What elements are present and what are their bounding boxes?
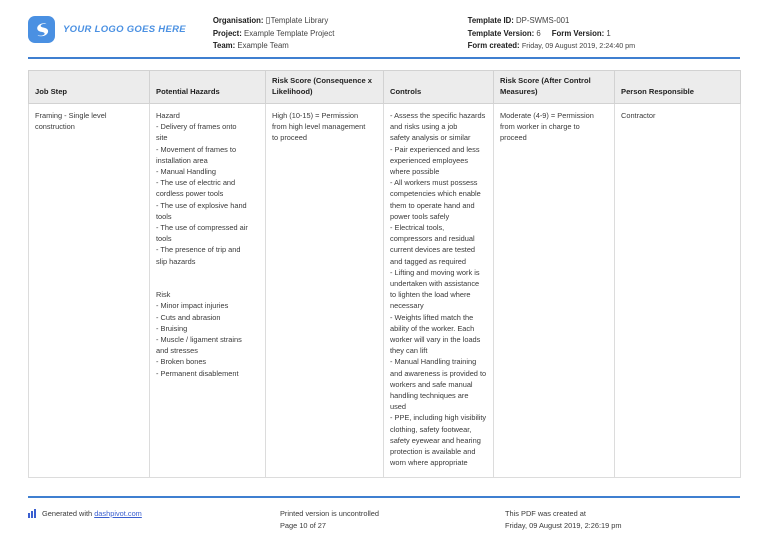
meta-organisation-label: Organisation: — [212, 16, 264, 25]
job-step-lines: Framing - Single level construction — [35, 111, 107, 132]
meta-organisation — [213, 15, 468, 28]
meta-form-created — [468, 40, 740, 53]
meta-form-version-value: 1 — [606, 28, 611, 38]
meta-team-value: Example Team — [237, 41, 289, 51]
controls-lines: - Assess the specific hazards and risks using a job safety analysis or similar - Pair experienced and less experienced employees where possible - All workers must possess competencies which enable them to operate hand and power tools safely - Electrical tools, compressors and residual current devices are tested and tagged as required - Lifting and moving work is undertaken with assistance to lighten the load where necessary - Weights lifted match the ability of the worker. Each worker will vary in the loads they can lift - Manual Handling training and awareness is provided to workers and safe manual handling techniques are used - PPE, including high visibility clothing, safety footwear, safety eyewear and hearing protection is available and worn where appropriate — [390, 111, 487, 468]
cell-job-step — [29, 104, 150, 478]
missing-glyph-icon — [266, 17, 270, 24]
header-meta-left — [213, 12, 468, 53]
footer-print-notice: Printed version is uncontrolled — [280, 509, 380, 518]
cell-potential-hazards — [150, 104, 266, 478]
document-header — [0, 0, 768, 60]
meta-template-id-label: Template ID: — [467, 16, 514, 25]
meta-project — [213, 28, 468, 41]
column-header-risk-score-after: Risk Score (After Control Measures) — [494, 71, 615, 104]
header-meta-right — [468, 12, 740, 53]
footer-created-label: This PDF was created at — [505, 509, 586, 518]
footer-created-block — [505, 508, 740, 531]
risk-score-after-lines: Moderate (4-9) = Permission from worker in charge to proceed — [500, 111, 594, 143]
bar-chart-icon — [28, 509, 37, 522]
footer-generated-block — [28, 508, 280, 531]
swms-table — [28, 70, 741, 478]
column-header-risk-score-before: Risk Score (Consequence x Likelihood) — [266, 71, 384, 104]
meta-template-id — [468, 15, 740, 28]
cell-controls — [384, 104, 494, 478]
cell-risk-score-before — [266, 104, 384, 478]
cell-risk-score-after — [494, 104, 615, 478]
logo-text: YOUR LOGO GOES HERE — [63, 24, 186, 35]
risk-score-before-lines: High (10-15) = Permission from high level management to proceed — [272, 111, 366, 143]
footer-page-number: Page 10 of 27 — [280, 520, 327, 530]
logo-block — [28, 12, 213, 43]
meta-team — [213, 40, 468, 53]
meta-organisation-value: Template Library — [270, 16, 329, 25]
column-header-potential-hazards: Potential Hazards — [150, 71, 266, 104]
logo-swoosh-icon — [28, 16, 55, 43]
footer-generated-prefix: Generated with — [42, 509, 93, 518]
meta-form-created-label: Form created: — [467, 41, 520, 51]
meta-versions — [468, 28, 740, 41]
column-header-controls: Controls — [384, 71, 494, 104]
header-divider — [28, 57, 740, 59]
meta-team-label: Team: — [212, 41, 236, 51]
potential-hazards-lines: Hazard - Delivery of frames onto site - Movement of frames to installation area - Manual Handling - The use of electric and cordless power tools - The use of explosive hand tools - The use of compressed air tools - The presence of trip and slip hazards Risk - Minor impact injuries - Cuts and abrasion - Bruising - Muscle / ligament strains and stresses - Broken bones - Permanent disablement — [156, 111, 248, 378]
footer-divider — [28, 496, 740, 498]
footer-print-block — [280, 508, 505, 531]
meta-template-version-label: Template Version: — [467, 28, 535, 38]
footer-created-value: Friday, 09 August 2019, 2:26:19 pm — [505, 520, 622, 530]
column-header-person-responsible: Person Responsible — [615, 71, 741, 104]
meta-form-created-value: Friday, 09 August 2019, 2:24:40 pm — [521, 41, 636, 51]
table-row — [29, 104, 741, 478]
cell-person-responsible — [615, 104, 741, 478]
footer-generated-text — [42, 508, 142, 520]
table-header-row — [29, 71, 741, 104]
meta-form-version-label: Form Version: — [551, 28, 605, 38]
document-footer — [28, 508, 740, 531]
meta-project-value: Example Template Project — [244, 28, 335, 38]
meta-template-id-value: DP-SWMS-001 — [516, 16, 570, 25]
meta-template-version-value: 6 — [536, 28, 541, 38]
swms-table-container — [28, 70, 740, 478]
footer-dashpivot-link[interactable]: dashpivot.com — [94, 509, 142, 518]
person-responsible-lines: Contractor — [621, 111, 656, 120]
meta-project-label: Project: — [212, 28, 242, 38]
column-header-job-step: Job Step — [29, 71, 150, 104]
